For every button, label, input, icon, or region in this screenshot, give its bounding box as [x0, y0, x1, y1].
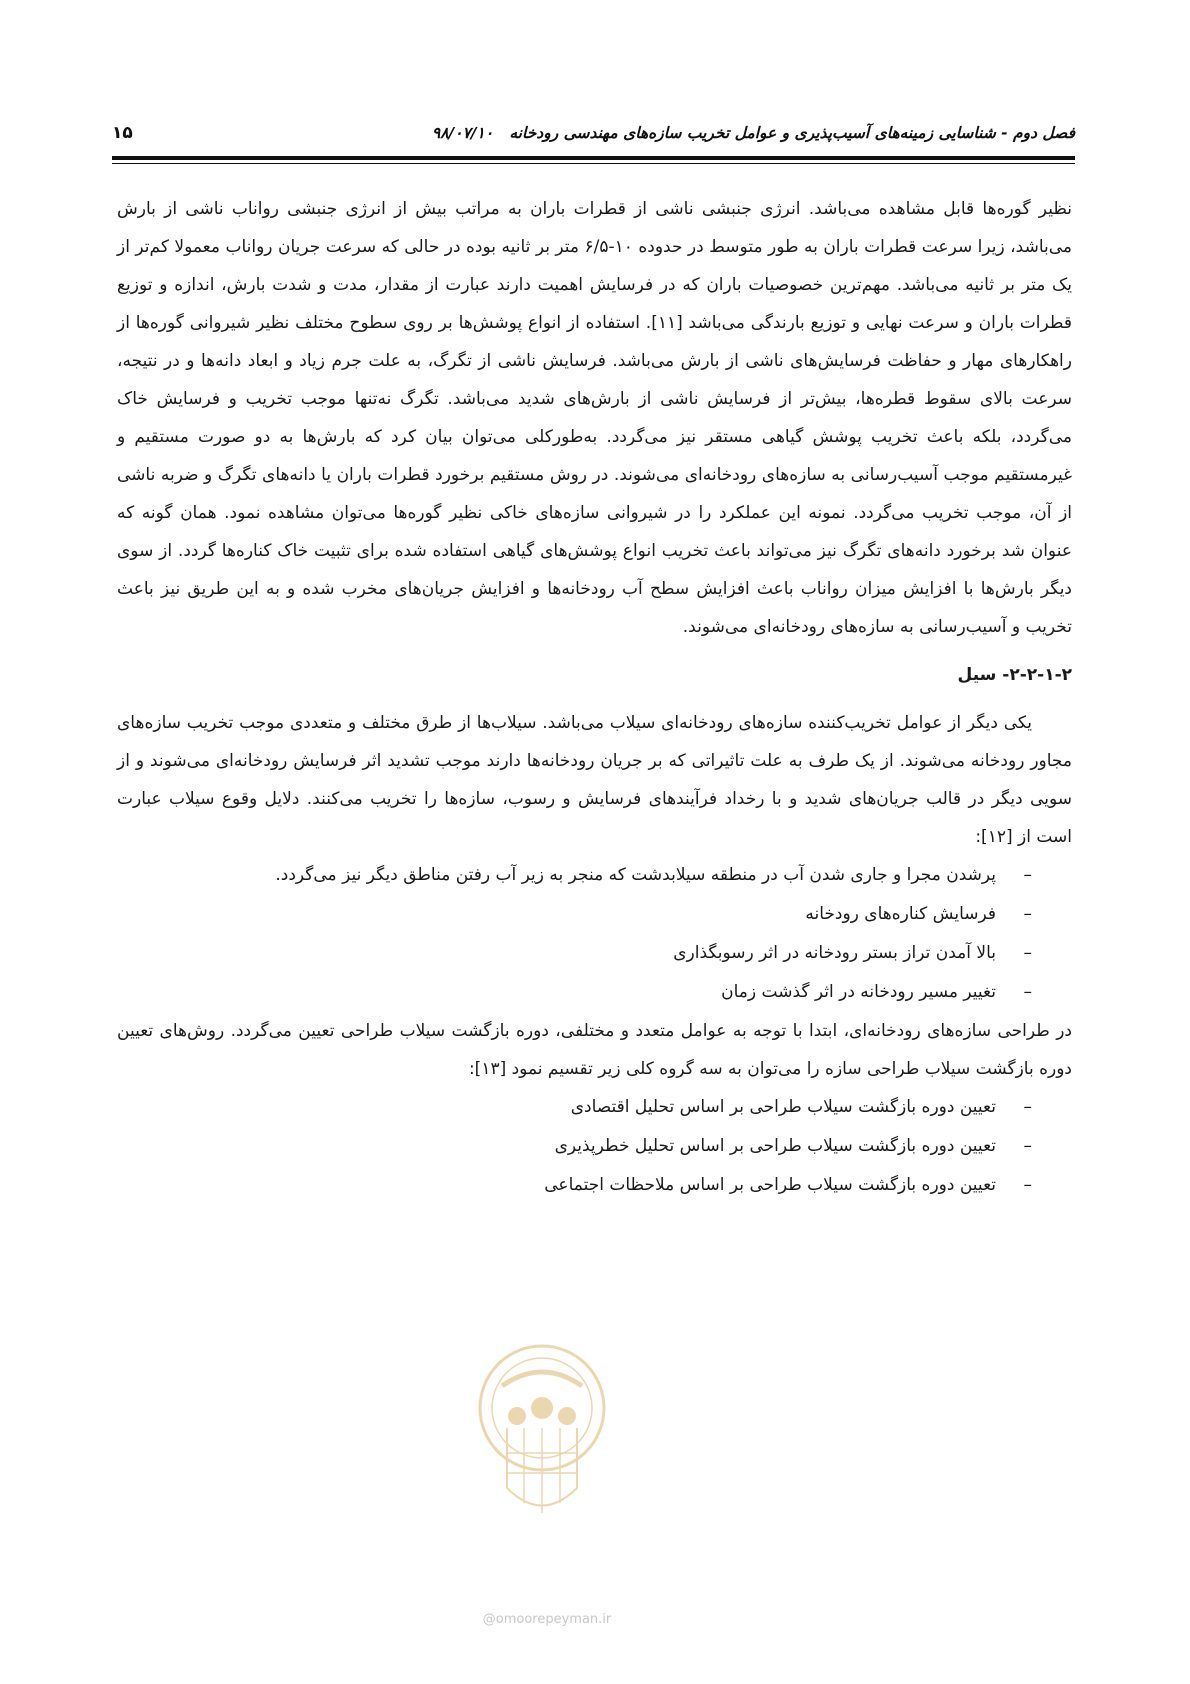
bullet-dash: –: [1023, 943, 1032, 963]
page-body: [117, 190, 1072, 1205]
header-date: ۹۸/۰۷/۱۰: [431, 124, 494, 142]
list-item-text: پرشدن مجرا و جاری شدن آب در منطقه سیلابدشت که منجر به زیر آب رفتن مناطق دیگر نیز می‌گردد.: [275, 865, 996, 885]
list-item: [117, 1088, 1032, 1127]
header-chapter-title: [432, 124, 1075, 142]
list-item: [117, 1166, 1032, 1205]
list-item-text: تعیین دوره بازگشت سیلاب طراحی بر اساس ملاحظات اجتماعی: [544, 1175, 996, 1195]
header-rule-thin: [112, 163, 1075, 164]
list-item-text: تعیین دوره بازگشت سیلاب طراحی بر اساس تحلیل اقتصادی: [570, 1097, 996, 1117]
paragraph-flood-intro: یکی دیگر از عوامل تخریب‌کننده سازه‌های رودخانه‌ای سیلاب می‌باشد. سیلاب‌ها از طرق مختلف و متعددی موجب تخریب سازه‌های مجاور رودخانه می‌شوند. از یک طرف به علت تاثیراتی که بر جریان رودخانه‌ها دارند موجب تشدید اثر فرسایش رودخانه‌ای می‌شوند و از سویی دیگر در قالب جریان‌های شدید و با رخداد فرآیندهای فرسایش و رسوب، سازه‌ها را تخریب می‌کنند. دلایل وقوع سیلاب عبارت است از [۱۲]:: [117, 713, 1072, 847]
list-item: [117, 973, 1032, 1012]
bullet-dash: –: [1023, 982, 1032, 1002]
bullet-dash: –: [1023, 1175, 1032, 1195]
watermark-logo: [472, 1338, 612, 1538]
bullet-dash: –: [1023, 865, 1032, 885]
list-item-text: بالا آمدن تراز بستر رودخانه در اثر رسوبگذاری: [673, 943, 996, 963]
chapter-title-text: فصل دوم - شناسایی زمینه‌های آسیب‌پذیری و عوامل تخریب سازه‌های مهندسی رودخانه: [509, 124, 1075, 142]
list-item: [117, 1127, 1032, 1166]
list-item-text: تعیین دوره بازگشت سیلاب طراحی بر اساس تحلیل خطرپذیری: [554, 1136, 996, 1156]
bullet-dash: –: [1023, 1136, 1032, 1156]
header-rule-thick: [112, 156, 1075, 160]
list-item-text: تغییر مسیر رودخانه در اثر گذشت زمان: [721, 982, 996, 1002]
return-period-methods-list: [117, 1088, 1072, 1205]
list-item: [117, 856, 1032, 895]
flood-causes-list: [117, 856, 1072, 1012]
page-number: ۱۵: [112, 123, 133, 143]
bullet-dash: –: [1023, 1097, 1032, 1117]
watermark-url: @omoorepeyman.ir: [482, 1612, 612, 1627]
paragraph-design-return-period: در طراحی سازه‌های رودخانه‌ای، ابتدا با توجه به عوامل متعدد و مختلفی، دوره بازگشت سیلاب طراحی تعیین می‌گردد. روش‌های تعیین دوره بازگشت سیلاب طراحی سازه را می‌توان به سه گروه کلی زیر تقسیم نمود [۱۳]:: [117, 1021, 1072, 1079]
list-item-text: فرسایش کناره‌های رودخانه: [805, 904, 996, 924]
list-item: [117, 895, 1032, 934]
page-header: [112, 118, 1075, 148]
bullet-dash: –: [1023, 904, 1032, 924]
paragraph-rain-erosion: نظیر گوره‌ها قابل مشاهده می‌باشد. انرژی جنبشی ناشی از قطرات باران به مراتب بیش از انرژی جنبشی رواناب ناشی از بارش می‌باشد، زیرا سرعت قطرات باران به طور متوسط در حدوده ۱۰-۶/۵ متر بر ثانیه بوده در حالی که سرعت جریان رواناب معمولا کم‌تر از یک متر بر ثانیه می‌باشد. مهم‌ترین خصوصیات باران که در فرسایش اهمیت دارند عبارت از مقدار، مدت و شدت بارش، اندازه و توزیع قطرات باران و سرعت نهایی و توزیع بارندگی می‌باشد [۱۱]. استفاده از انواع پوشش‌ها بر روی سطوح مختلف نظیر شیروانی گوره‌ها از راهکارهای مهار و حفاظت فرسایش‌های ناشی از بارش می‌باشد. فرسایش ناشی از تگرگ، به علت جرم زیاد و ابعاد دانه‌ها و در نتیجه، سرعت بالای سقوط قطره‌ها، بیش‌تر از فرسایش ناشی از بارش‌های شدید می‌باشد. تگرگ نه‌تنها موجب تخریب و فرسایش خاک می‌گردد، بلکه باعث تخریب پوشش گیاهی مستقر نیز می‌گردد. به‌طورکلی می‌توان بیان کرد که بارش‌ها به دو صورت مستقیم و غیرمستقیم موجب آسیب‌رسانی به سازه‌های رودخانه‌ای می‌شوند. در روش مستقیم برخورد قطرات باران یا دانه‌های تگرگ و ضربه ناشی از آن، موجب تخریب می‌گردد. نمونه این عملکرد را در شیروانی سازه‌های خاکی نظیر گوره‌ها می‌توان مشاهده نمود. همان گونه که عنوان شد برخورد دانه‌های تگرگ نیز می‌تواند باعث تخریب انواع پوشش‌های گیاهی استفاده شده برای تثبیت خاک کناره‌ها گردد. از سوی دیگر بارش‌ها با افزایش میزان رواناب باعث افزایش سطح آب رودخانه‌ها و افزایش جریان‌های مخرب شده و به این طریق نیز باعث تخریب و آسیب‌رسانی به سازه‌های رودخانه‌ای می‌شوند.: [117, 199, 1073, 637]
section-title-flood: ۲-۲-۱-۲- سیل: [957, 665, 1072, 685]
list-item: [117, 934, 1032, 973]
